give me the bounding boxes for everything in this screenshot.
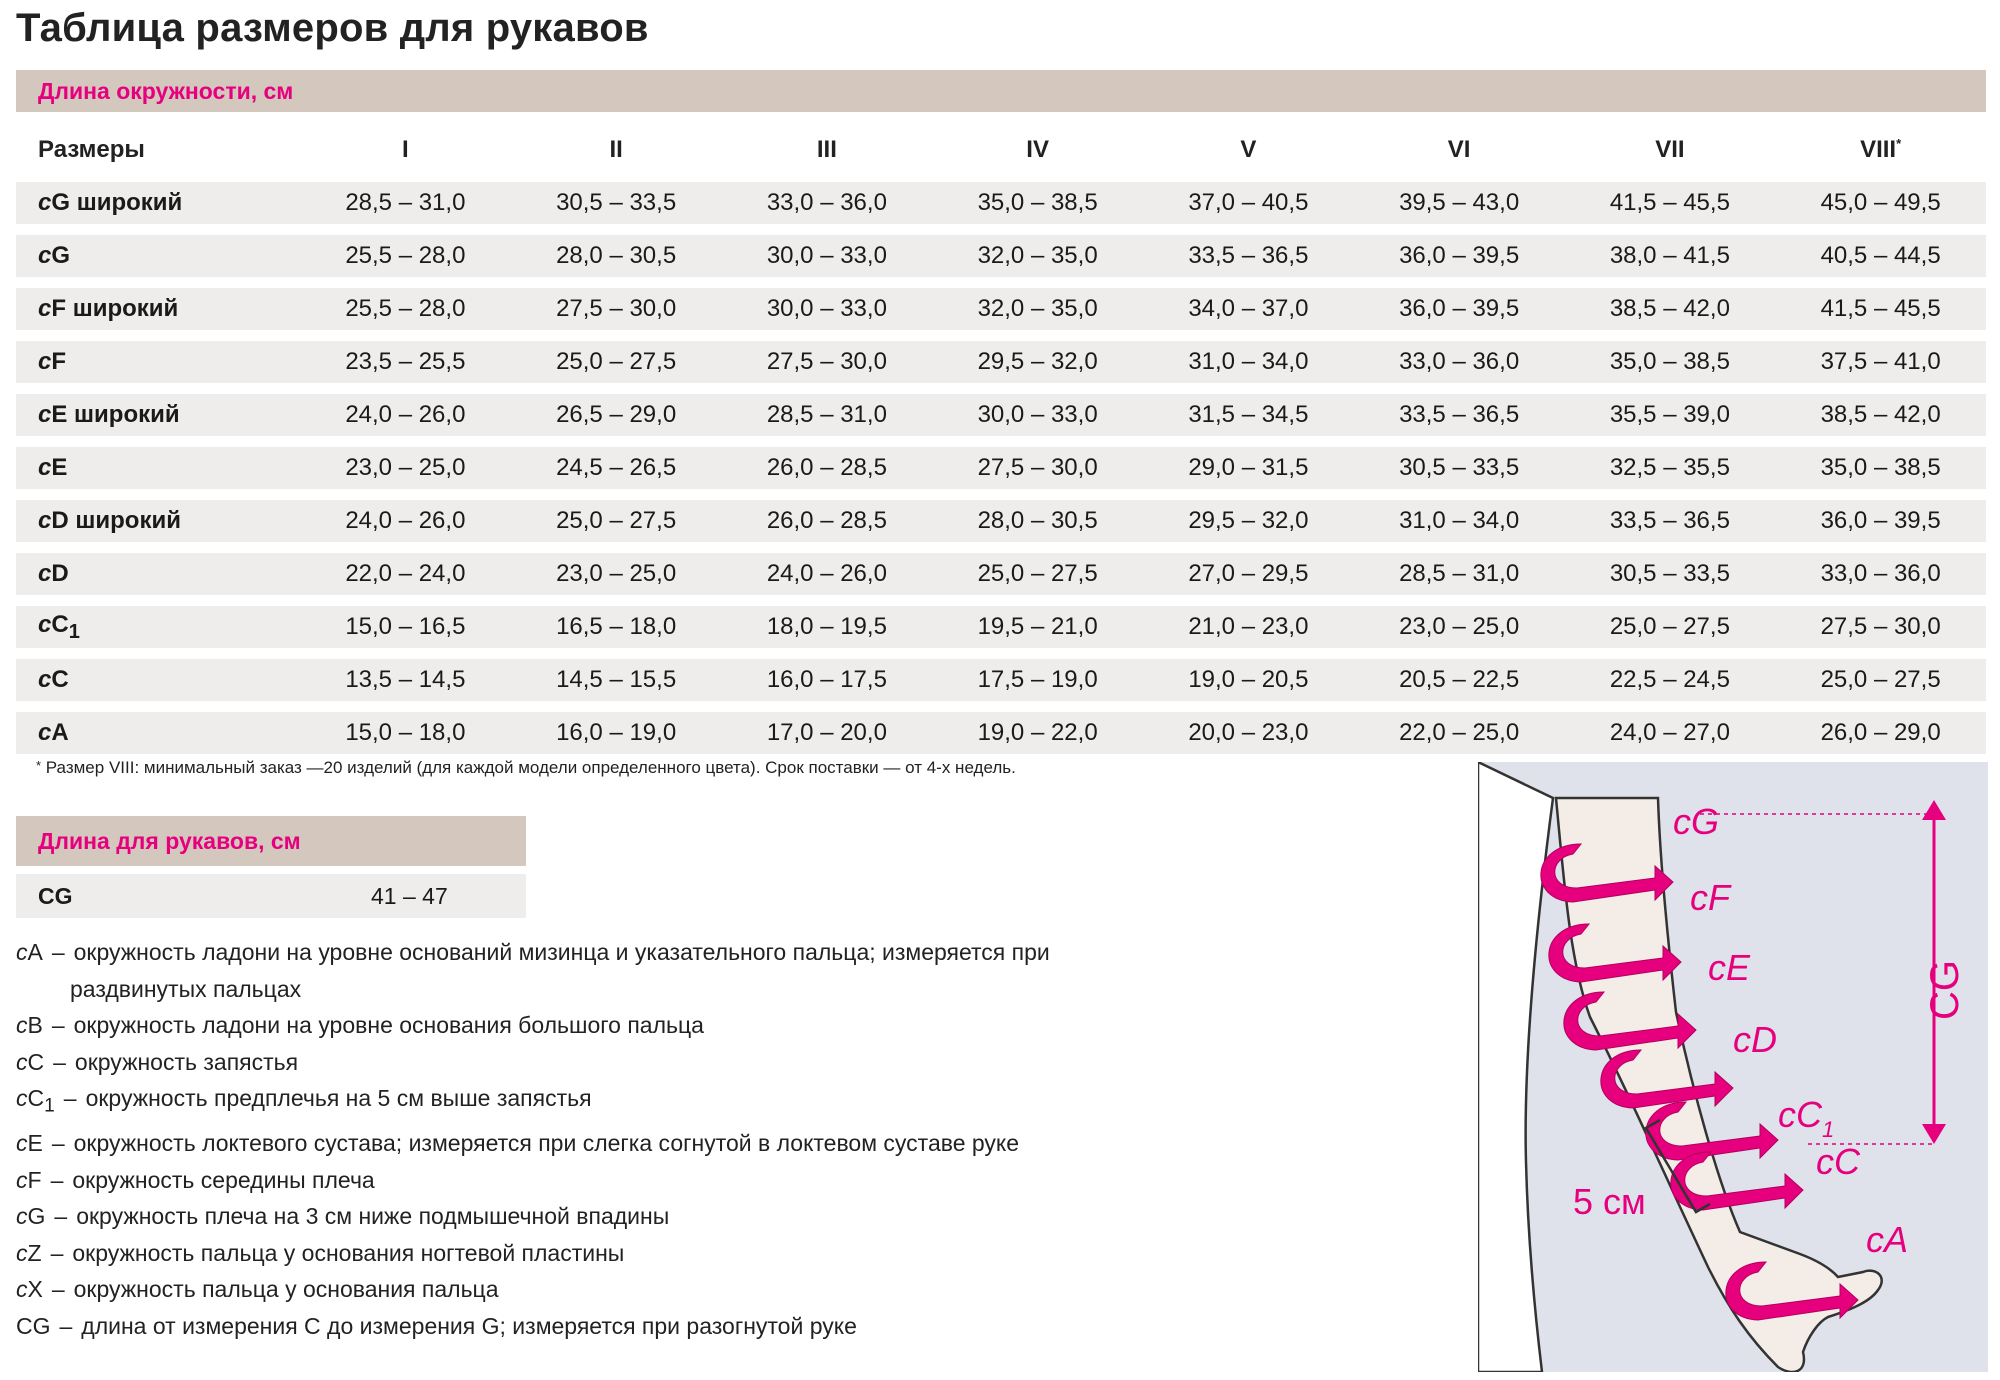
column-header: VI (1447, 136, 1471, 163)
size-cell: 30,0 – 33,0 (932, 394, 1143, 436)
size-cell: 19,0 – 22,0 (932, 712, 1143, 754)
size-cell: 23,0 – 25,0 (511, 553, 722, 595)
page-title: Таблица размеров для рукавов (16, 6, 649, 50)
arm-measurement-diagram (1478, 762, 1988, 1372)
legend-item (16, 1235, 1146, 1272)
legend-code (16, 1080, 55, 1125)
legend-code-letter: C (27, 1048, 45, 1075)
circumference-table-header: Длина окружности, см (16, 70, 1986, 112)
measurement-label-text: cA (1866, 1219, 1909, 1260)
legend-code-subscript: 1 (44, 1095, 55, 1117)
size-cell: 20,5 – 22,5 (1354, 659, 1565, 701)
size-cell: 37,0 – 40,5 (1143, 182, 1354, 224)
legend-code (16, 1271, 43, 1308)
length-table-header: Длина для рукавов, см (16, 816, 526, 866)
legend-code (16, 1198, 45, 1235)
legend-code-prefix: c (16, 1166, 28, 1193)
measurement-label-text: cC (1778, 1094, 1822, 1135)
footnote-marker: * (1896, 136, 1902, 151)
row-label-letter: C (51, 610, 69, 638)
size-cell: 38,0 – 41,5 (1565, 235, 1776, 277)
legend-separator: – (51, 1276, 65, 1303)
measurement-label-text: cG (1673, 801, 1720, 842)
size-cell: 36,0 – 39,5 (1775, 500, 1986, 542)
size-cell: 25,5 – 28,0 (300, 235, 511, 277)
table-row (16, 500, 1986, 542)
table-row (16, 659, 1986, 701)
size-cell: 28,0 – 30,5 (932, 500, 1143, 542)
row-label-letter: G (51, 189, 71, 216)
size-cell: 15,0 – 16,5 (300, 606, 511, 648)
size-cell: 24,0 – 27,0 (1565, 712, 1776, 754)
size-cell: 35,0 – 38,5 (1775, 447, 1986, 489)
legend-code (16, 1308, 51, 1345)
size-row-label (16, 447, 300, 489)
column-header: I (402, 136, 409, 163)
legend-code-letter: B (27, 1012, 43, 1038)
row-label-subscript: 1 (68, 620, 80, 643)
length-table-row (16, 874, 526, 918)
size-cell: 23,5 – 25,5 (300, 341, 511, 383)
legend-code (16, 1007, 43, 1044)
size-cell: 35,0 – 38,5 (1565, 341, 1776, 383)
size-cell: 28,0 – 30,5 (511, 235, 722, 277)
row-label-prefix: c (38, 719, 52, 746)
size-cell: 13,5 – 14,5 (300, 659, 511, 701)
size-cell: 24,5 – 26,5 (511, 447, 722, 489)
size-cell: 34,0 – 37,0 (1143, 288, 1354, 330)
row-label-prefix: c (38, 560, 52, 587)
legend-code-prefix: c (16, 1048, 28, 1075)
size-cell: 33,5 – 36,5 (1565, 500, 1776, 542)
size-cell: 18,0 – 19,5 (722, 606, 933, 648)
row-label-suffix: широкий (68, 507, 181, 534)
legend-item (16, 1080, 1146, 1125)
measurement-label-text: cF (1690, 877, 1730, 918)
size-cell: 28,5 – 31,0 (300, 182, 511, 224)
size-row-label (16, 394, 300, 436)
legend-code-letter: A (27, 939, 43, 965)
size-table-footnote (36, 758, 1016, 778)
measurement-label (1733, 1019, 1777, 1060)
size-cell: 24,0 – 26,0 (722, 553, 933, 595)
size-row-label (16, 500, 300, 542)
length-row-value: 41 – 47 (371, 883, 448, 909)
size-cell: 26,0 – 29,0 (1775, 712, 1986, 754)
size-row-label (16, 659, 300, 701)
legend-separator: – (50, 1166, 64, 1193)
legend-code-prefix: c (16, 939, 28, 965)
legend-code-letter: E (27, 1130, 43, 1157)
legend-separator: – (50, 1239, 64, 1266)
legend-separator: – (53, 1048, 66, 1075)
legend-code-letter: F (27, 1166, 42, 1193)
size-cell: 36,0 – 39,5 (1354, 235, 1565, 277)
size-cell: 19,5 – 21,0 (932, 606, 1143, 648)
column-header: Размеры (38, 136, 145, 163)
column-header-label: VIII (1860, 136, 1897, 163)
measurement-label-text: cE (1708, 947, 1751, 988)
table-row (16, 288, 1986, 330)
legend-code-prefix: c (16, 1085, 28, 1111)
row-label-prefix: c (38, 454, 52, 481)
legend-code (16, 934, 43, 971)
legend-description: окружность пальца у основания ногтевой пластины (72, 1239, 625, 1266)
size-cell: 16,5 – 18,0 (511, 606, 722, 648)
size-cell: 26,5 – 29,0 (511, 394, 722, 436)
size-cell: 35,5 – 39,0 (1565, 394, 1776, 436)
row-label-prefix: c (38, 610, 52, 638)
size-cell: 14,5 – 15,5 (511, 659, 722, 701)
size-cell: 21,0 – 23,0 (1143, 606, 1354, 648)
legend-separator: – (59, 1312, 73, 1339)
size-cell: 27,5 – 30,0 (932, 447, 1143, 489)
legend-code-prefix: c (16, 1130, 28, 1157)
size-cell: 24,0 – 26,0 (300, 500, 511, 542)
table-row (16, 182, 1986, 224)
row-label-prefix: c (38, 348, 52, 375)
size-cell: 25,0 – 27,5 (932, 553, 1143, 595)
legend-item (16, 1125, 1146, 1162)
legend-item (16, 1044, 1146, 1081)
table-row (16, 712, 1986, 754)
legend-separator: – (51, 939, 65, 965)
size-cell: 31,5 – 34,5 (1143, 394, 1354, 436)
column-header: III (816, 136, 837, 163)
legend-item (16, 1308, 1146, 1345)
table-row (16, 394, 1986, 436)
legend-item (16, 1162, 1146, 1199)
size-row-label (16, 341, 300, 383)
size-cell: 33,0 – 36,0 (1354, 341, 1565, 383)
column-header: V (1240, 136, 1257, 163)
legend-description-continued: раздвинутых пальцах (70, 975, 302, 1002)
legend-description: окружность локтевого сустава; измеряется при слегка согнутой в локтевом суставе руке (73, 1130, 1020, 1157)
row-label-letter: F (51, 348, 67, 375)
size-cell: 27,5 – 30,0 (511, 288, 722, 330)
table-row (16, 447, 1986, 489)
size-cell: 25,0 – 27,5 (511, 341, 722, 383)
size-cell: 26,0 – 28,5 (722, 447, 933, 489)
legend-description: окружность середины плеча (72, 1166, 375, 1193)
column-header: IV (1026, 136, 1049, 163)
size-cell: 19,0 – 20,5 (1143, 659, 1354, 701)
size-cell: 23,0 – 25,0 (1354, 606, 1565, 648)
size-cell: 27,5 – 30,0 (1775, 606, 1986, 648)
size-cell: 25,0 – 27,5 (1775, 659, 1986, 701)
size-cell: 41,5 – 45,5 (1565, 182, 1776, 224)
row-label-letter: D (51, 507, 69, 534)
measurement-label (1866, 1219, 1908, 1260)
legend-code (16, 1235, 42, 1272)
measurement-label (1816, 1141, 1861, 1182)
size-cell: 33,5 – 36,5 (1354, 394, 1565, 436)
table-row (16, 606, 1986, 648)
size-cell: 29,0 – 31,5 (1143, 447, 1354, 489)
size-cell: 25,0 – 27,5 (1565, 606, 1776, 648)
footnote-text: Размер VIII: минимальный заказ —20 изделий (для каждой модели определенного цвета). Срок поставки — от 4-х недель. (41, 758, 1016, 777)
size-cell: 24,0 – 26,0 (300, 394, 511, 436)
column-header: VII (1655, 136, 1685, 163)
legend-separator: – (51, 1130, 65, 1157)
legend-code (16, 1125, 43, 1162)
size-cell: 33,5 – 36,5 (1143, 235, 1354, 277)
size-cell: 39,5 – 43,0 (1354, 182, 1565, 224)
row-label-prefix: c (38, 242, 52, 269)
size-cell: 30,5 – 33,5 (511, 182, 722, 224)
size-cell: 25,0 – 27,5 (511, 500, 722, 542)
legend-item (16, 1271, 1146, 1308)
size-cell: 37,5 – 41,0 (1775, 341, 1986, 383)
legend-description: окружность пальца у основания пальца (73, 1276, 499, 1303)
legend-code (16, 1162, 42, 1199)
size-cell: 38,5 – 42,0 (1775, 394, 1986, 436)
row-label-prefix: c (38, 507, 52, 534)
size-cell: 28,5 – 31,0 (722, 394, 933, 436)
table-row (16, 553, 1986, 595)
size-cell: 29,5 – 32,0 (1143, 500, 1354, 542)
legend-code-letter: G (27, 1203, 46, 1230)
measurement-legend (16, 934, 1146, 1344)
row-label-letter: D (51, 560, 69, 587)
size-cell: 29,5 – 32,0 (932, 341, 1143, 383)
size-cell: 28,5 – 31,0 (1354, 553, 1565, 595)
row-label-prefix: c (38, 666, 52, 693)
size-cell: 32,5 – 35,5 (1565, 447, 1776, 489)
size-table-header-row (16, 129, 1986, 171)
row-label-suffix: широкий (66, 295, 179, 322)
size-cell: 25,5 – 28,0 (300, 288, 511, 330)
column-header (1775, 129, 1986, 171)
table-row (16, 235, 1986, 277)
legend-code (16, 1044, 44, 1081)
measurement-label-text: cC (1816, 1141, 1860, 1182)
size-cell: 16,0 – 19,0 (511, 712, 722, 754)
five-cm-label: 5 см (1573, 1181, 1646, 1222)
legend-code-letter: X (27, 1276, 43, 1303)
size-cell: 45,0 – 49,5 (1775, 182, 1986, 224)
legend-separator: – (51, 1012, 65, 1038)
size-cell: 30,5 – 33,5 (1354, 447, 1565, 489)
legend-description: длина от измерения С до измерения G; измеряется при разогнутой руке (81, 1312, 857, 1339)
size-cell: 27,5 – 30,0 (722, 341, 933, 383)
size-cell: 33,0 – 36,0 (1775, 553, 1986, 595)
size-cell: 32,0 – 35,0 (932, 288, 1143, 330)
legend-code-prefix: c (16, 1276, 28, 1303)
size-cell: 35,0 – 38,5 (932, 182, 1143, 224)
size-row-label (16, 288, 300, 330)
size-cell: 38,5 – 42,0 (1565, 288, 1776, 330)
size-cell: 36,0 – 39,5 (1354, 288, 1565, 330)
cg-label: CG (1923, 960, 1967, 1020)
table-row (16, 341, 1986, 383)
size-cell: 32,0 – 35,0 (932, 235, 1143, 277)
size-cell: 30,0 – 33,0 (722, 288, 933, 330)
legend-code-letter: C (27, 1085, 45, 1111)
size-cell: 22,0 – 25,0 (1354, 712, 1565, 754)
row-label-letter: E (51, 401, 68, 428)
row-label-suffix: широкий (67, 401, 180, 428)
size-cell: 31,0 – 34,0 (1143, 341, 1354, 383)
size-cell: 17,0 – 20,0 (722, 712, 933, 754)
size-cell: 41,5 – 45,5 (1775, 288, 1986, 330)
size-row-label (16, 553, 300, 595)
row-label-letter: F (51, 295, 67, 322)
size-cell: 23,0 – 25,0 (300, 447, 511, 489)
measurement-label (1673, 801, 1719, 842)
legend-description: окружность предплечья на 5 см выше запястья (85, 1085, 592, 1111)
size-cell: 31,0 – 34,0 (1354, 500, 1565, 542)
legend-item (16, 934, 1146, 971)
legend-code-letter: CG (16, 1312, 51, 1339)
legend-item (16, 1007, 1146, 1044)
size-cell: 20,0 – 23,0 (1143, 712, 1354, 754)
legend-item (16, 1198, 1146, 1235)
row-label-letter: G (51, 242, 71, 269)
legend-description: окружность ладони на уровне оснований мизинца и указательного пальца; измеряется при (73, 939, 1050, 965)
legend-code-letter: Z (27, 1239, 42, 1266)
legend-description: окружность ладони на уровне основания большого пальца (73, 1012, 704, 1038)
footnote-marker: * (36, 758, 42, 773)
measurement-label-text: cD (1733, 1019, 1777, 1060)
measurement-label (1690, 877, 1732, 918)
legend-description: окружность плеча на 3 см ниже подмышечной впадины (76, 1203, 670, 1230)
size-cell: 27,0 – 29,5 (1143, 553, 1354, 595)
size-cell: 22,5 – 24,5 (1565, 659, 1776, 701)
row-label-prefix: c (38, 401, 52, 428)
size-row-label (16, 235, 300, 277)
size-cell: 40,5 – 44,5 (1775, 235, 1986, 277)
legend-separator: – (54, 1203, 68, 1230)
size-cell: 22,0 – 24,0 (300, 553, 511, 595)
size-cell: 17,5 – 19,0 (932, 659, 1143, 701)
row-label-letter: E (51, 454, 68, 481)
size-cell: 16,0 – 17,5 (722, 659, 933, 701)
legend-code-prefix: c (16, 1012, 28, 1038)
measurement-label-subscript: 1 (1822, 1117, 1835, 1142)
size-row-label (16, 712, 300, 754)
legend-description: окружность запястья (74, 1048, 299, 1075)
size-cell: 33,0 – 36,0 (722, 182, 933, 224)
column-header: II (609, 136, 623, 163)
legend-code-prefix: c (16, 1203, 28, 1230)
row-label-prefix: c (38, 189, 52, 216)
size-row-label (16, 606, 300, 648)
row-label-letter: A (51, 719, 69, 746)
size-row-label (16, 182, 300, 224)
size-cell: 30,0 – 33,0 (722, 235, 933, 277)
size-cell: 15,0 – 18,0 (300, 712, 511, 754)
size-cell: 30,5 – 33,5 (1565, 553, 1776, 595)
legend-separator: – (63, 1085, 77, 1111)
measurement-label (1708, 947, 1751, 988)
row-label-suffix: широкий (70, 189, 183, 216)
size-table (16, 118, 1986, 765)
length-row-label: CG (38, 883, 73, 909)
row-label-prefix: c (38, 295, 52, 322)
size-cell: 26,0 – 28,5 (722, 500, 933, 542)
row-label-letter: C (51, 666, 69, 693)
legend-code-prefix: c (16, 1239, 28, 1266)
